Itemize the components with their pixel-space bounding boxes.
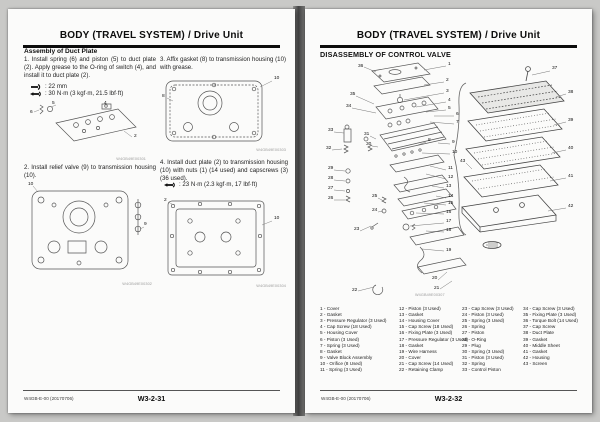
part-list-item: 25 - Spring (3 Used) bbox=[462, 318, 505, 324]
callout-number: 31 bbox=[364, 132, 370, 137]
torque-spec-line bbox=[30, 90, 123, 97]
part-list-item: 21 - Cap Screw (14 Used) bbox=[399, 360, 454, 366]
callout-number: 5 bbox=[448, 106, 451, 111]
callout-number: 19 bbox=[446, 248, 452, 253]
footer-rule bbox=[320, 390, 577, 391]
callout-number: 34 bbox=[346, 104, 352, 109]
part-list-item: 9 - Valve Block Assembly bbox=[320, 354, 373, 360]
callout-number: 21 bbox=[434, 286, 440, 291]
step-1-text: 1. Install spring (6) and piston (5) to duct plate (2). Apply grease to the O-ring of switch (4), and install it to duct plate (2). bbox=[24, 56, 156, 79]
part-list-item: 7 - Spring (3 Used) bbox=[320, 342, 360, 348]
part-list-item: 13 - Gasket bbox=[399, 312, 424, 318]
part-list-item: 36 - Torque Bolt (14 Used) bbox=[523, 318, 578, 324]
step-3-text: 3. Affix gasket (8) to transmission housing (10) with grease. bbox=[160, 56, 286, 71]
part-list-item: 30 - Spring (3 Used) bbox=[462, 348, 505, 354]
callout-number: 39 bbox=[568, 118, 574, 123]
manual-page-right bbox=[305, 9, 592, 413]
part-list-item: 29 - Plug bbox=[462, 342, 481, 348]
part-list-item: 1 - Cover bbox=[320, 306, 340, 311]
callout-number: 38 bbox=[568, 90, 574, 95]
parts-legend bbox=[320, 306, 580, 373]
callout-number: 18 bbox=[446, 228, 452, 233]
part-list-item: 22 - Retaining Clamp bbox=[399, 367, 444, 373]
callout-number: 36 bbox=[358, 64, 364, 69]
wrench-icon bbox=[30, 84, 42, 90]
callout-number: 10 bbox=[274, 76, 280, 81]
manual-page-left bbox=[8, 9, 295, 413]
callout-number: 9 bbox=[452, 140, 455, 145]
torque-value-2: : 23 N·m (2.3 kgf·m, 17 lbf·ft) bbox=[179, 181, 258, 188]
callout-number: 6 bbox=[30, 110, 33, 115]
part-list-item: 2 - Gasket bbox=[320, 312, 342, 318]
part-list-item: 23 - Cap Screw (3 Used) bbox=[462, 306, 514, 311]
callout-number: 10 bbox=[452, 150, 458, 155]
figure-id: W4GB49E00302 bbox=[122, 282, 152, 286]
torque-wrench-icon bbox=[164, 182, 176, 188]
part-list-item: 8 - Gasket bbox=[320, 348, 342, 354]
callout-number: 9 bbox=[144, 222, 147, 227]
part-list-item: 10 - Orifice (8 Used) bbox=[320, 360, 363, 366]
part-list-item: 40 - Middle Sheet bbox=[523, 342, 560, 348]
part-list-item: 39 - Gasket bbox=[523, 336, 548, 342]
parts-list-column-2 bbox=[399, 306, 469, 373]
page-title: BODY (TRAVEL SYSTEM) / Drive Unit bbox=[59, 30, 244, 41]
callout-number: 8 bbox=[428, 138, 431, 143]
callout-number: 27 bbox=[328, 186, 334, 191]
wrench-size-value: : 22 mm bbox=[45, 83, 68, 90]
callout-number: 3 bbox=[446, 89, 449, 94]
parts-list-column-3 bbox=[462, 306, 523, 373]
callout-number: 35 bbox=[350, 92, 356, 97]
torque-value: : 30 N·m (3 kgf·m, 21.5 lbf·ft) bbox=[45, 90, 124, 97]
part-list-item: 20 - Cover bbox=[399, 354, 421, 360]
figure-id: W4GB49E00304 bbox=[256, 284, 286, 288]
callout-number: 32 bbox=[326, 146, 332, 151]
part-list-item: 14 - Housing Cover bbox=[399, 318, 440, 324]
part-list-item: 37 - Cap Screw bbox=[523, 324, 556, 330]
callout-number: 26 bbox=[328, 196, 334, 201]
figure-duct-plate-install bbox=[160, 191, 286, 288]
part-list-item: 34 - Cap Screw (3 Used) bbox=[523, 306, 575, 311]
callout-number: 11 bbox=[448, 166, 453, 171]
step-2-text: 2. Install relief valve (9) to transmission housing (10). bbox=[24, 164, 156, 179]
callout-number: 30 bbox=[366, 142, 372, 147]
duct-plate-mounted-drawing bbox=[160, 191, 286, 283]
wrench-spec-line bbox=[30, 83, 67, 90]
header-rule bbox=[320, 45, 577, 48]
figure-gasket-affix bbox=[160, 73, 286, 152]
page-number: W3-2-32 bbox=[434, 394, 463, 403]
part-list-item: 26 - Spring bbox=[462, 324, 485, 330]
callout-number: 10 bbox=[274, 216, 280, 221]
callout-number: 17 bbox=[446, 219, 452, 224]
callout-number: 37 bbox=[552, 66, 558, 71]
callout-number: 10 bbox=[28, 182, 34, 187]
callout-number: 41 bbox=[568, 174, 574, 179]
part-list-item: 18 - Gasket bbox=[399, 342, 424, 348]
callout-number: 22 bbox=[352, 288, 358, 293]
part-list-item: 31 - Piston (3 Used) bbox=[462, 354, 504, 360]
step-4-text: 4. Install duct plate (2) to transmission housing (10) with nuts (1) (14 used) and capscrews (3) (36 used). bbox=[160, 159, 288, 182]
part-list-item: 6 - Piston (3 Used) bbox=[320, 336, 360, 342]
torque-spec-line-2 bbox=[164, 181, 257, 188]
part-list-item: 42 - Housing bbox=[523, 354, 550, 360]
callout-number: 2 bbox=[164, 198, 167, 203]
part-list-item: 35 - Fixing Plate (3 Used) bbox=[523, 312, 577, 318]
section-title: DISASSEMBLY OF CONTROL VALVE bbox=[320, 50, 451, 59]
parts-list-column-4 bbox=[523, 306, 577, 373]
callout-number: 33 bbox=[328, 128, 334, 133]
part-list-item: 43 - Screen bbox=[523, 360, 548, 366]
part-list-item: 38 - Duct Plate bbox=[523, 330, 555, 336]
transmission-housing-drawing bbox=[24, 181, 152, 281]
document-code: W4GB-E-00 (20170706) bbox=[24, 396, 74, 401]
part-list-item: 19 - Wire Harness bbox=[399, 348, 437, 354]
torque-wrench-icon bbox=[30, 91, 42, 97]
callout-number: 29 bbox=[328, 166, 334, 171]
figure-duct-plate-exploded bbox=[26, 101, 146, 161]
callout-number: 5 bbox=[52, 101, 55, 106]
parts-list-column-1 bbox=[320, 306, 399, 373]
part-list-item: 32 - Spring bbox=[462, 360, 485, 366]
part-list-item: 4 - Cap Screw (18 Used) bbox=[320, 324, 372, 330]
document-code: W4GB-E-00 (20170706) bbox=[321, 396, 371, 401]
callout-number: 4 bbox=[104, 101, 107, 106]
page-number: W3-2-31 bbox=[137, 394, 166, 403]
callout-number: 6 bbox=[456, 112, 459, 117]
part-list-item: 5 - Housing Cover bbox=[320, 330, 358, 336]
callout-number: 14 bbox=[448, 194, 454, 199]
control-valve-exploded-diagram bbox=[320, 59, 578, 299]
part-list-item: 3 - Pressure Regulator (3 Used) bbox=[320, 318, 387, 324]
part-list-item: 24 - Piston (3 Used) bbox=[462, 312, 504, 318]
callout-number: 12 bbox=[448, 175, 454, 180]
callout-number: 7 bbox=[456, 120, 459, 125]
figure-relief-valve-install bbox=[24, 181, 152, 286]
callout-number: 23 bbox=[354, 227, 360, 232]
section-title: Assembly of Duct Plate bbox=[24, 48, 98, 55]
callout-number: 20 bbox=[432, 276, 438, 281]
callout-number: 13 bbox=[446, 184, 452, 189]
callout-number: 1 bbox=[448, 62, 451, 67]
part-list-item: 11 - Spring (3 Used) bbox=[320, 367, 362, 373]
figure-id: W4GB49E00301 bbox=[116, 157, 146, 161]
callout-number: 2 bbox=[446, 78, 449, 83]
figure-id: W4GB49E00307 bbox=[415, 293, 445, 297]
part-list-item: 28 - O-Ring bbox=[462, 336, 487, 342]
part-list-item: 33 - Control Piston bbox=[462, 367, 501, 373]
figure-id: W4GB49E00303 bbox=[256, 148, 286, 152]
part-list-item: 12 - Piston (3 Used) bbox=[399, 306, 441, 311]
part-list-item: 27 - Piston bbox=[462, 330, 485, 336]
callout-number: 15 bbox=[448, 201, 454, 206]
housing-gasket-drawing bbox=[160, 73, 286, 147]
callout-number: 42 bbox=[568, 204, 574, 209]
callout-number: 28 bbox=[328, 176, 334, 181]
part-list-item: 41 - Gasket bbox=[523, 348, 548, 354]
callout-number: 2 bbox=[134, 134, 137, 139]
part-list-item: 15 - Cap Screw (18 Used) bbox=[399, 324, 454, 330]
page-title: BODY (TRAVEL SYSTEM) / Drive Unit bbox=[356, 30, 541, 41]
callout-number: 25 bbox=[372, 194, 378, 199]
callout-number: 4 bbox=[448, 98, 451, 103]
callout-number: 24 bbox=[372, 208, 378, 213]
callout-number: 8 bbox=[162, 94, 165, 99]
callout-number: 16 bbox=[446, 210, 452, 215]
exploded-duct-plate-drawing bbox=[26, 101, 146, 156]
callout-number: 43 bbox=[460, 159, 466, 164]
footer-rule bbox=[23, 390, 280, 391]
part-list-item: 16 - Fixing Plate (3 Used) bbox=[399, 330, 453, 336]
callout-number: 40 bbox=[568, 146, 574, 151]
part-list-item: 17 - Pressure Regulator (3 Used) bbox=[399, 336, 469, 342]
